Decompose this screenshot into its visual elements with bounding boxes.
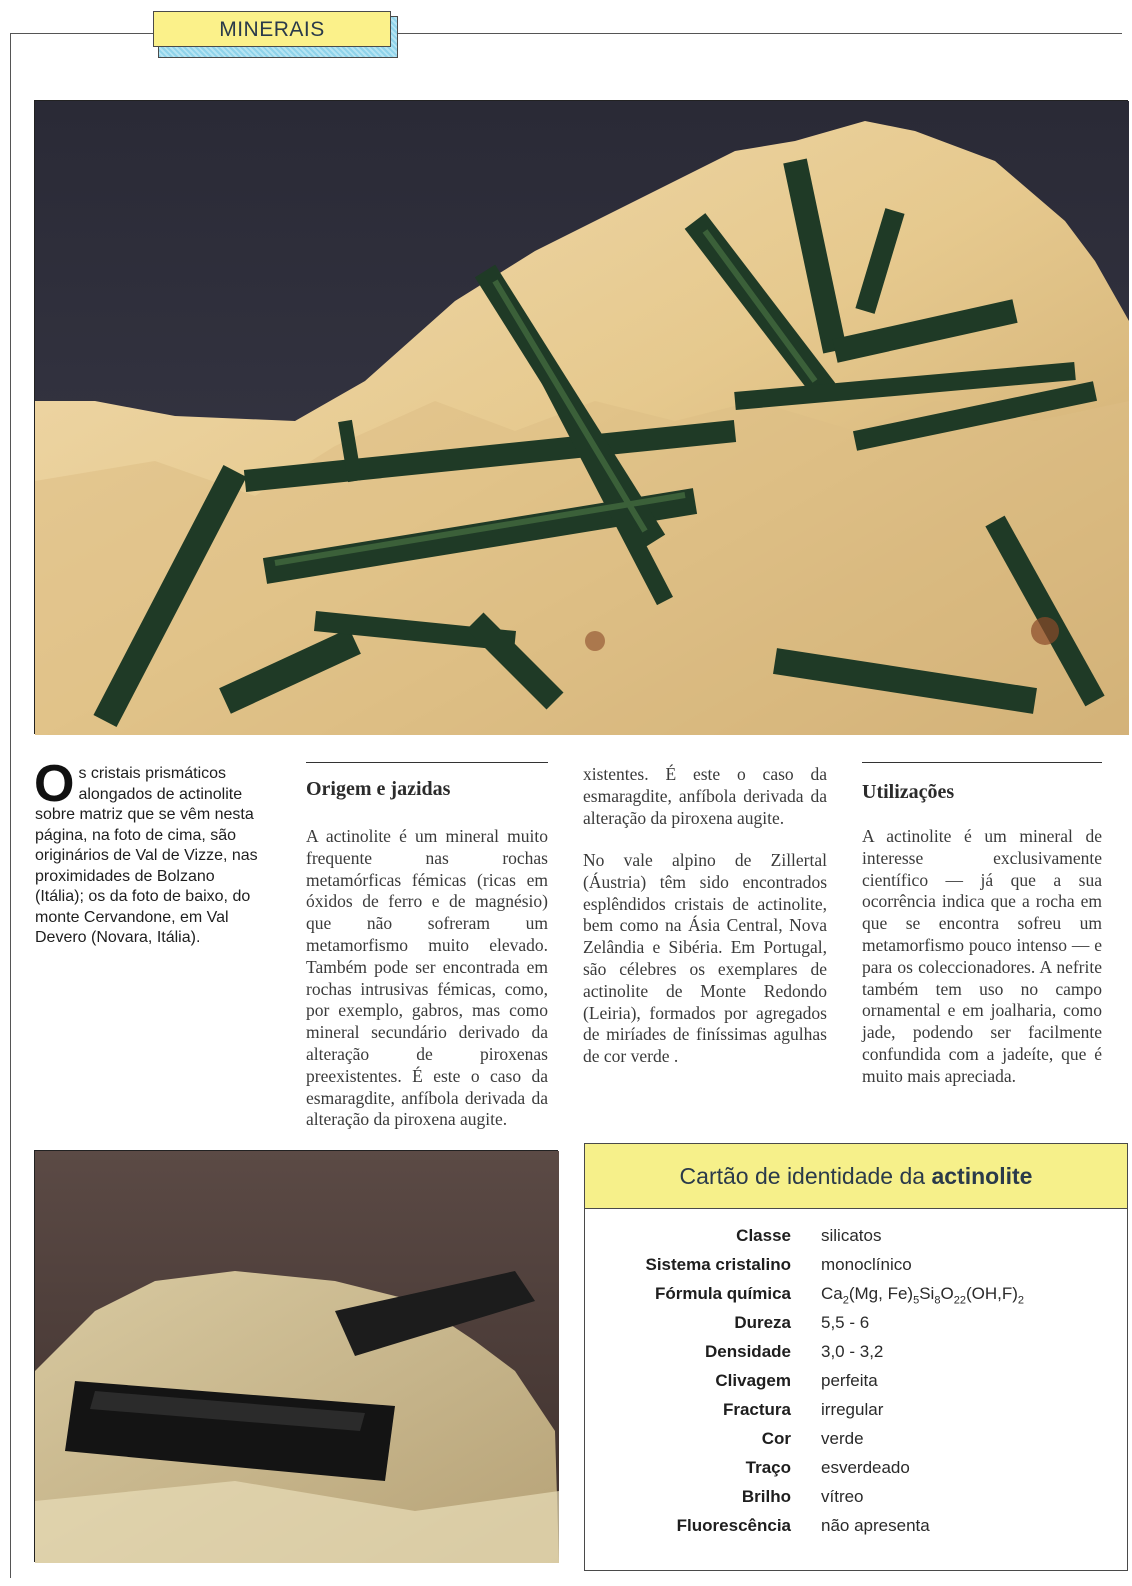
id-row-fluorescencia xyxy=(585,1516,1127,1545)
id-value: 5,5 - 6 xyxy=(821,1313,870,1332)
identity-card xyxy=(584,1143,1128,1571)
identity-card-rows xyxy=(585,1226,1127,1545)
id-value: irregular xyxy=(821,1400,884,1419)
section-tab xyxy=(158,16,398,58)
photo-caption xyxy=(34,755,267,949)
id-label: Classe xyxy=(736,1226,791,1245)
id-value-formula: $Ca_2(Mg$, $Fe)_5Si_8O_{22}(OH,F)_2$ xyxy=(821,1284,1025,1307)
section-label: MINERAIS xyxy=(153,11,391,47)
id-value: não apresenta xyxy=(821,1516,930,1535)
id-row-clivagem xyxy=(585,1371,1127,1400)
bottom-mineral-photo xyxy=(34,1150,558,1562)
id-label: Fórmula química xyxy=(654,1284,791,1303)
id-row-classe xyxy=(585,1226,1127,1255)
top-mineral-photo xyxy=(34,100,1128,734)
column-rule-utilizacoes xyxy=(862,762,1102,763)
caption-dropcap: O xyxy=(34,755,75,813)
page-frame-left xyxy=(10,33,11,1578)
id-value: 3,0 - 3,2 xyxy=(821,1342,884,1361)
heading-utilizacoes: Utilizações xyxy=(862,781,955,803)
id-label: Dureza xyxy=(734,1313,791,1332)
caption-text: s cristais prismáticos alongados de actinolite sobre matriz que se vêm nesta página, na foto de cima, são originários de Val de Vizze, nas proximidades de Bolzano (Itália); os da foto de baixo, do monte Cervandone, em Val Devero (Novara, Itália). xyxy=(35,765,258,946)
id-value: perfeita xyxy=(821,1371,878,1390)
heading-origem: Origem e jazidas xyxy=(306,778,451,800)
column-rule-origem xyxy=(306,762,548,763)
id-label: Cor xyxy=(761,1429,791,1448)
id-row-sistema-cristalino xyxy=(585,1255,1127,1284)
id-row-cor xyxy=(585,1429,1127,1458)
id-label: Densidade xyxy=(705,1342,791,1361)
id-row-formula-quimica xyxy=(585,1284,1127,1313)
id-label: Fractura xyxy=(722,1400,791,1419)
identity-card-title-mineral: actinolite xyxy=(931,1163,1033,1189)
id-row-densidade xyxy=(585,1342,1127,1371)
id-label: Sistema cristalino xyxy=(645,1255,791,1274)
utilizacoes-paragraph: A actinolite é um mineral de interesse exclusivamente científico — já que a sua ocorrência indica que a rocha em que se encontra sofreu um metamorfismo pouco intenso — e para os coleccionadores. A nefrite também tem uso no campo ornamental e em joalharia, como jade, podendo ser facilmente confundida com a jadeíte, que é muito mais apreciada. xyxy=(862,826,1102,1086)
id-label: Clivagem xyxy=(715,1371,791,1390)
id-value: silicatos xyxy=(821,1226,882,1245)
origem-paragraph-1: A actinolite é um mineral muito frequente nas rochas metamórficas fémicas (ricas em óxidos de ferro e de magnésio) que não sofreram um metamorfismo muito elevado. Também pode ser encontrada em rochas intrusivas fémicas, como, por exemplo, gabros, mas como mineral secundário derivado da alteração de piroxenas preexistentes. É este o caso da esmaragdite, anfíbola derivada da alteração da piroxena augite. xyxy=(306,826,548,1130)
identity-card-title-prefix: Cartão de identidade da xyxy=(679,1163,932,1189)
identity-card-title xyxy=(585,1144,1127,1209)
origem-paragraph-1-continued: xistentes. É este o caso da esmaragdite, anfíbola derivada da alteração da piroxena augite. xyxy=(583,764,827,828)
id-row-fractura xyxy=(585,1400,1127,1429)
id-value: verde xyxy=(821,1429,864,1448)
id-value: vítreo xyxy=(821,1487,864,1506)
id-row-brilho xyxy=(585,1487,1127,1516)
actinolite-crystal-photo xyxy=(35,1151,559,1563)
id-row-traco xyxy=(585,1458,1127,1487)
id-row-dureza xyxy=(585,1313,1127,1342)
id-label: Fluorescência xyxy=(676,1516,791,1535)
actinolite-crystals-photo xyxy=(35,101,1129,735)
origem-paragraph-2: No vale alpino de Zillertal (Áustria) têm sido encontrados esplêndidos cristais de actinolite, bem como na Ásia Central, Nova Zelândia e Sibéria. Em Portugal, são célebres os exemplares de actinolite de Monte Redondo (Leiria), formados por agregados de miríades de finíssimas agulhas de cor verde . xyxy=(583,850,827,1067)
id-label: Brilho xyxy=(741,1487,791,1506)
id-label: Traço xyxy=(745,1458,791,1477)
id-value: monoclínico xyxy=(821,1255,912,1274)
id-value: esverdeado xyxy=(821,1458,910,1477)
